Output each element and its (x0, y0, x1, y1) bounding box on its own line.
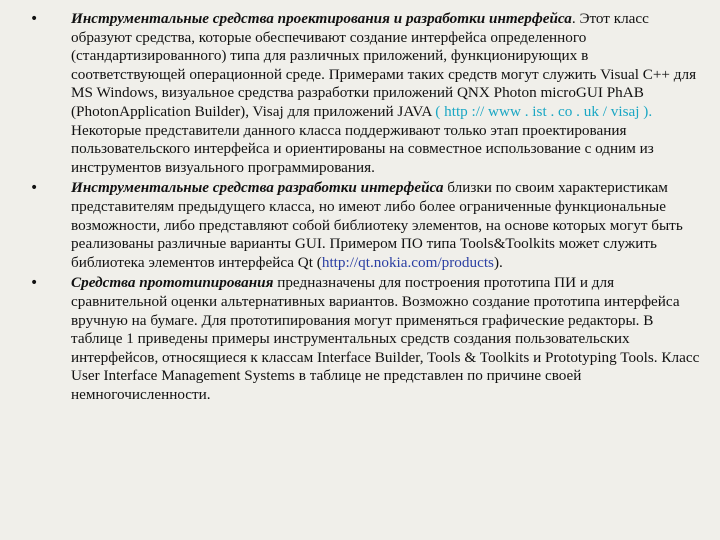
list-item-design-tools (30, 10, 700, 177)
bullet-list (30, 10, 700, 406)
bullet-icon: • (30, 275, 39, 292)
term-development-tools: Инструментальные средства разработки интерфейса (71, 179, 444, 197)
list-item-prototyping-tools (30, 274, 700, 404)
item-text: Этот класс образуют средства, которые обеспечивают создание интерфейса определенного (стандартизированного) типа для различных приложений, функционирующих в соответствующей операционной среде. Примерами таких средств могут служить Visual C++ для MS Windows, визуальное средства разработки приложений QNX Photon microGUI PhAB (PhotonApplication Builder), Visaj для приложений JAVA (71, 10, 697, 120)
item-text: близки по своим характеристикам представителям предыдущего класса, но имеют либо более ограниченные функциональные возможности, либо представляют собой библиотеку элементов, на основе которых могут быть реализованы различные варианты GUI. Примером ПО типа Tools&Toolkits может служить библиотека элементов интерфейса Qt ( (71, 179, 683, 271)
item-text: предназначены для построения прототипа ПИ и для сравнительной оценки альтернативных вариантов. Возможно создание прототипа интерфейса вручную на бумаге. Для прототипирования могут применяться графические редакторы. В таблице 1 приведены примеры инструментальных средств создания пользовательских интерфейсов, относящиеся к классам Interface Builder, Tools & Toolkits и Prototyping Tools. Класс User Interface Management Systems в таблице не представлен по причине своей немногочисленности. (71, 274, 700, 403)
bullet-icon: • (30, 180, 39, 197)
item-text: Некоторые представители данного класса поддерживают только этап проектирования пользовательского интерфейса и ориентированы на совместное использование с одним из инструментов визуального программирования. (71, 121, 654, 176)
qt-link[interactable]: http://qt.nokia.com/products (321, 253, 494, 271)
bullet-icon: • (30, 11, 39, 27)
term-suffix: . (571, 10, 576, 27)
term-design-tools: Инструментальные средства проектирования и разработки интерфейса (71, 10, 572, 27)
visaj-link[interactable]: ( http :// www . ist . co . uk / visaj ). (435, 102, 653, 120)
item-text: ). (493, 253, 503, 271)
list-item-development-tools (30, 179, 700, 272)
term-prototyping-tools: Средства прототипирования (71, 274, 274, 292)
